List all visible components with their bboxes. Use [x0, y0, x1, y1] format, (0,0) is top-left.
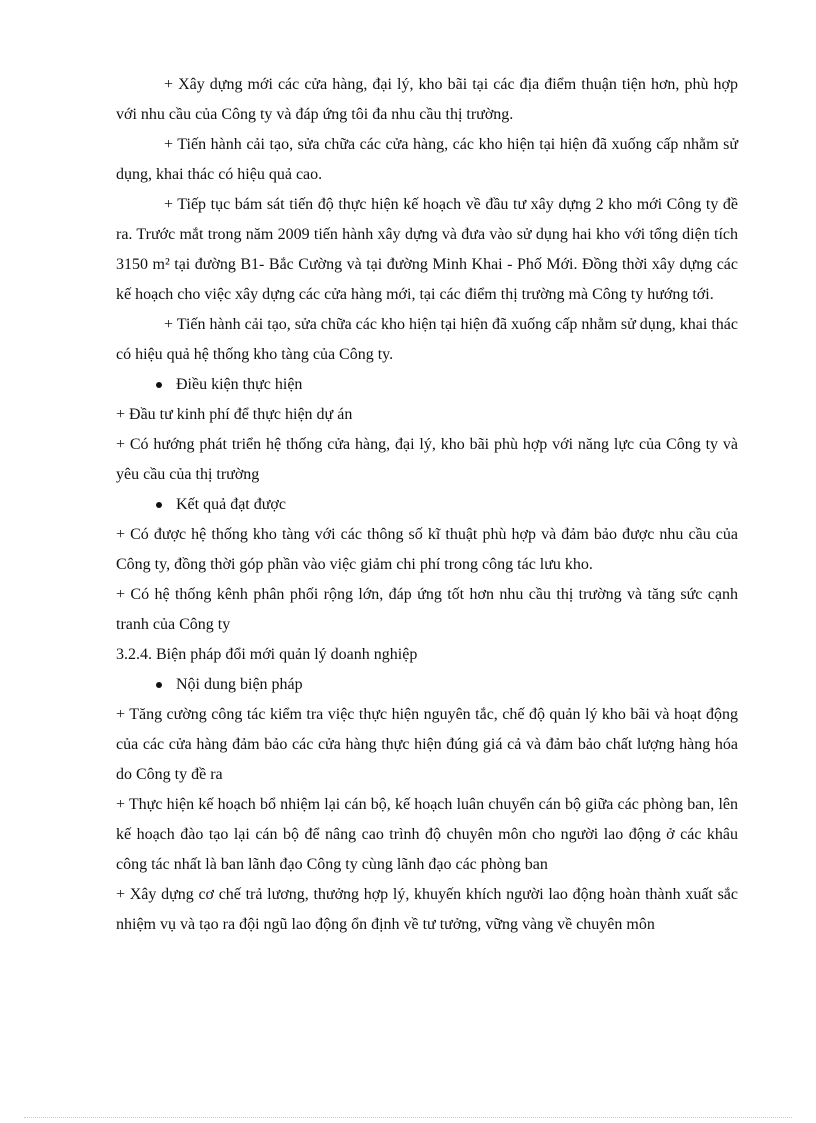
condition-item: + Có hướng phát triển hệ thống cửa hàng, đại lý, kho bãi phù hợp với năng lực của Công ty và yêu cầu của thị trường — [116, 436, 738, 483]
bullet-dot-icon — [156, 382, 162, 388]
bullet-results — [116, 490, 738, 520]
paragraph-renovate-warehouses: + Tiến hành cải tạo, sửa chữa các kho hiện tại hiện đã xuống cấp nhằm sử dụng, khai thác có hiệu quả hệ thống kho tàng của Công ty. — [116, 316, 738, 363]
bullet-content-label: Nội dung biện pháp — [176, 676, 303, 693]
bullet-results-label: Kết quả đạt được — [176, 496, 286, 513]
content-item: + Thực hiện kế hoạch bổ nhiệm lại cán bộ, kế hoạch luân chuyển cán bộ giữa các phòng ban, lên kế hoạch đào tạo lại cán bộ để nâng cao trình độ chuyên môn cho người lao động ở các khâu công tác nhất là ban lãnh đạo Công ty cùng lãnh đạo các phòng ban — [116, 796, 738, 873]
paragraph-new-stores: + Xây dựng mới các cửa hàng, đại lý, kho bãi tại các địa điểm thuận tiện hơn, phù hợp với nhu cầu của Công ty và đáp ứng tôi đa nhu cầu thị trường. — [116, 76, 738, 123]
bullet-dot-icon — [156, 502, 162, 508]
result-item: + Có được hệ thống kho tàng với các thông số kĩ thuật phù hợp và đảm bảo được nhu cầu của Công ty, đồng thời góp phần vào việc giảm chi phí trong công tác lưu kho. — [116, 526, 738, 573]
section-heading: 3.2.4. Biện pháp đổi mới quản lý doanh nghiệp — [116, 646, 418, 663]
condition-item: + Đầu tư kinh phí để thực hiện dự án — [116, 406, 353, 423]
content-item: + Xây dựng cơ chế trả lương, thưởng hợp lý, khuyến khích người lao động hoàn thành xuất sắc nhiệm vụ và tạo ra đội ngũ lao động ổn định về tư tưởng, vững vàng về chuyên môn — [116, 886, 738, 933]
content-item: + Tăng cường công tác kiểm tra việc thực hiện nguyên tắc, chế độ quản lý kho bãi và hoạt động của các cửa hàng đảm bảo các cửa hàng thực hiện đúng giá cả và đảm bảo chất lượng hàng hóa do Công ty đề ra — [116, 706, 738, 783]
document-body — [116, 70, 738, 940]
bullet-conditions — [116, 370, 738, 400]
bullet-content — [116, 670, 738, 700]
bullet-dot-icon — [156, 682, 162, 688]
paragraph-renovate-stores: + Tiến hành cải tạo, sửa chữa các cửa hàng, các kho hiện tại hiện đã xuống cấp nhằm sử dụng, khai thác có hiệu quả cao. — [116, 136, 738, 183]
bullet-conditions-label: Điều kiện thực hiện — [176, 376, 303, 393]
paragraph-new-warehouses: + Tiếp tục bám sát tiến độ thực hiện kế hoạch về đầu tư xây dựng 2 kho mới Công ty đề ra. Trước mắt trong năm 2009 tiến hành xây dựng và đưa vào sử dụng hai kho với tổng diện tích 3150 m² tại đường B1- Bắc Cường và tại đường Minh Khai - Phố Mới. Đồng thời xây dựng các kế hoạch cho việc xây dựng các cửa hàng mới, tại các điểm thị trường mà Công ty hướng tới. — [116, 196, 738, 303]
result-item: + Có hệ thống kênh phân phối rộng lớn, đáp ứng tốt hơn nhu cầu thị trường và tăng sức cạnh tranh của Công ty — [116, 586, 738, 633]
page-bottom-divider — [24, 1117, 792, 1118]
